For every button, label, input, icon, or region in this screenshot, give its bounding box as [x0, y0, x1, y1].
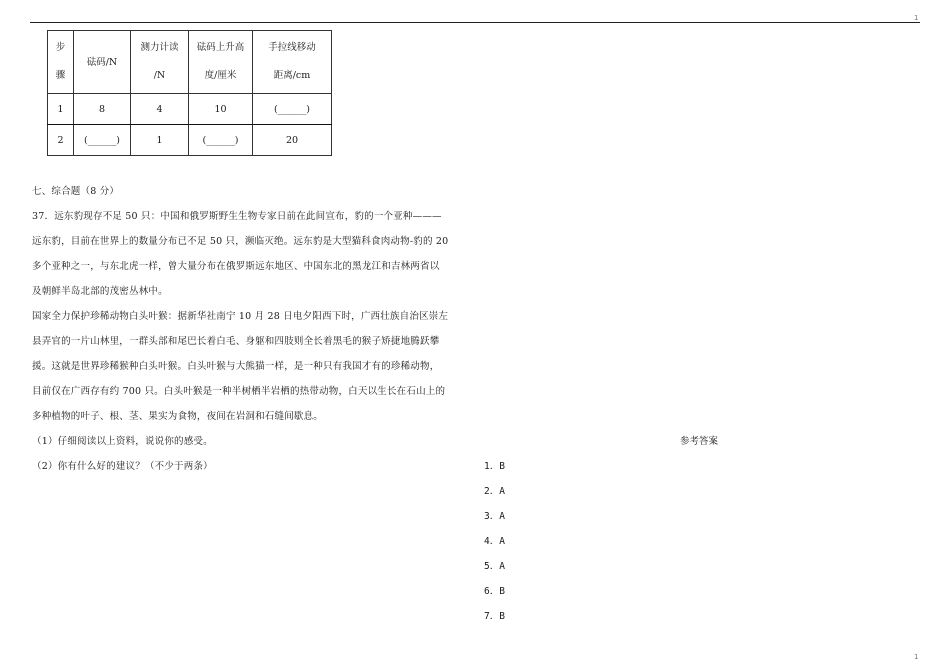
- passage-line: 援。这就是世界珍稀猴种白头叶猴。白头叶猴与大熊猫一样，是一种只有我国才有的珍稀动物，: [32, 361, 440, 372]
- table-cell: (______): [74, 125, 131, 156]
- passage-line: 目前仅在广西存有约 700 只。白头叶猴是一种半树栖半岩栖的热带动物，白天以生长在石山上的: [32, 386, 446, 397]
- header-weight-text: 砝码/N: [86, 56, 118, 68]
- table-cell: 8: [74, 94, 131, 125]
- header-weight: [74, 31, 131, 94]
- header-pull-distance: [253, 31, 332, 94]
- answer-item: 7．B: [484, 611, 505, 622]
- passage-line: 37．远东豹现存不足 50 只：中国和俄罗斯野生生物专家日前在此间宣布，豹的一个亚种———: [32, 211, 442, 222]
- answer-item: 3．A: [484, 511, 505, 522]
- header-step: [48, 31, 74, 94]
- question-1: （1）仔细阅读以上资料，说说你的感受。: [32, 436, 213, 447]
- passage-line: 及朝鲜半岛北部的茂密丛林中。: [32, 286, 168, 297]
- passage-line: 多个亚种之一，与东北虎一样，曾大量分布在俄罗斯远东地区、中国东北的黑龙江和吉林两省以: [32, 261, 440, 272]
- table-cell: 1: [48, 94, 74, 125]
- answer-item: 4．A: [484, 536, 505, 547]
- table-cell: 4: [131, 94, 189, 125]
- experiment-table: [47, 30, 332, 156]
- table-row: [48, 94, 332, 125]
- section-title: 七、综合题（8 分）: [32, 186, 120, 197]
- header-rise-height: [189, 31, 253, 94]
- answer-item: 5．A: [484, 561, 505, 572]
- header-meter-text: 测力计读 /N: [140, 42, 179, 81]
- question-2: （2）你有什么好的建议？（不少于两条）: [32, 461, 213, 472]
- page-number-top: 1: [914, 14, 919, 22]
- answer-item: 1．B: [484, 461, 505, 472]
- answer-item: 2．A: [484, 486, 505, 497]
- table-cell: (______): [253, 94, 332, 125]
- table-cell: 20: [253, 125, 332, 156]
- passage-line: 县弄官的一片山林里，一群头部和尾巴长着白毛、身躯和四肢则全长着黑毛的猴子矫捷地腾跃攀: [32, 336, 440, 347]
- table-cell: 10: [189, 94, 253, 125]
- passage-line: 多种植物的叶子、根、茎、果实为食物，夜间在岩洞和石缝间歇息。: [32, 411, 324, 422]
- answer-item: 6．B: [484, 586, 505, 597]
- table-header-row: [48, 31, 332, 94]
- table-cell: (______): [189, 125, 253, 156]
- header-pull-text: 手拉线移动 距离/cm: [268, 42, 316, 81]
- header-rise-text: 砝码上升高 度/厘米: [196, 42, 245, 81]
- table-cell: 2: [48, 125, 74, 156]
- passage-line: 国家全力保护珍稀动物白头叶猴：据新华社南宁 10 月 28 日电夕阳西下时，广西壮族自治区崇左: [32, 311, 449, 322]
- table-cell: 1: [131, 125, 189, 156]
- header-meter-reading: [131, 31, 189, 94]
- page-number-bottom: 1: [914, 653, 919, 661]
- answer-key-title: 参考答案: [680, 436, 719, 447]
- table-row: [48, 125, 332, 156]
- header-step-text: 步 骤: [55, 42, 66, 81]
- passage-line: 远东豹，目前在世界上的数量分布已不足 50 只，濒临灭绝。远东豹是大型猫科食肉动物-豹的 20: [32, 236, 449, 247]
- header-rule: [30, 22, 920, 23]
